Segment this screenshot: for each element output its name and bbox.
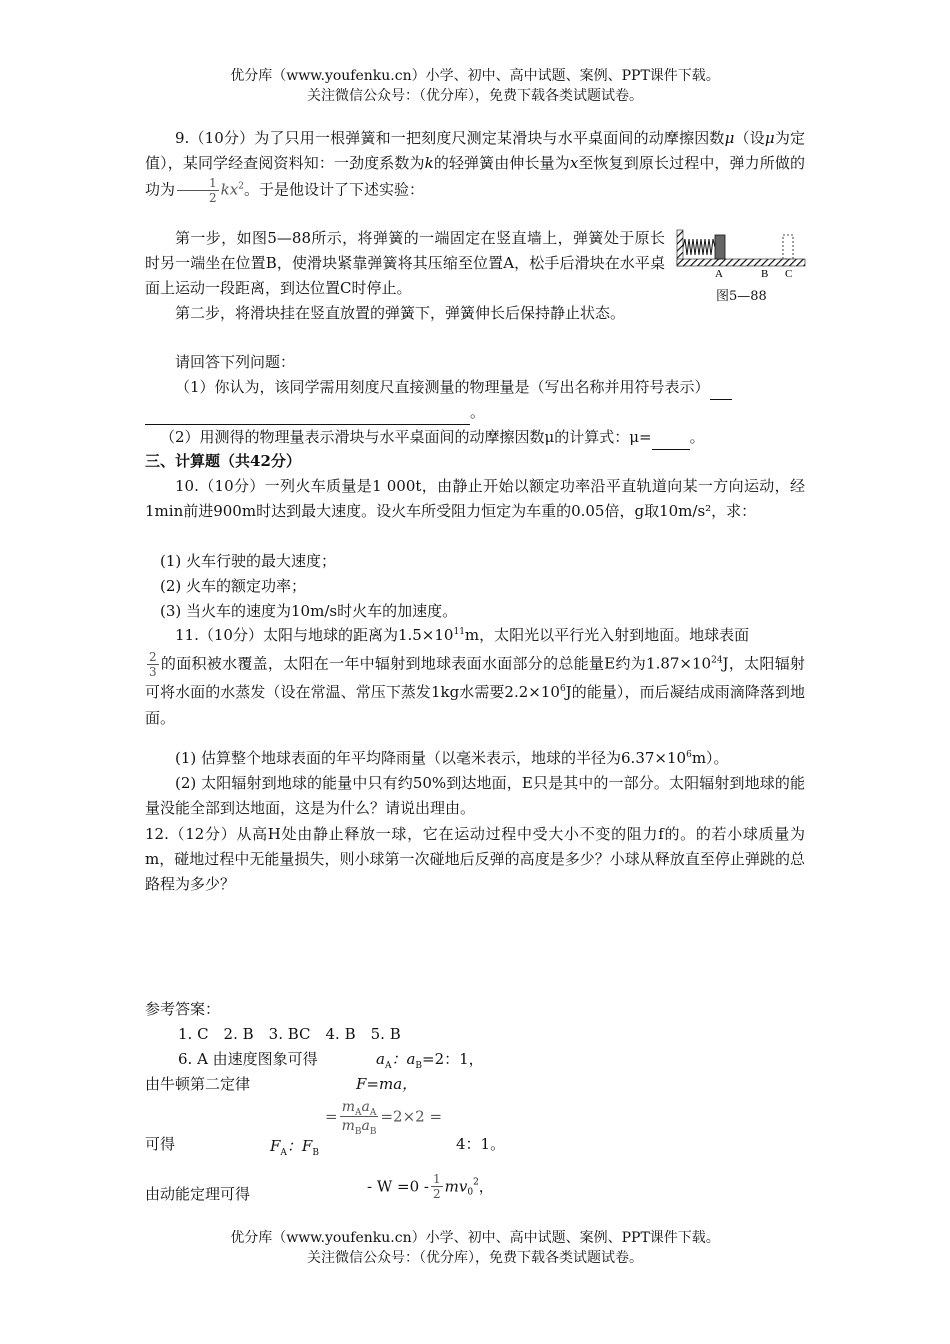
q9-prompt: 请回答下列问题： [175, 353, 296, 371]
q10-item-2: (2) 火车的额定功率； [160, 577, 307, 595]
label-a: A [715, 268, 723, 280]
q9-step1: 第一步，如图5—88所示，将弹簧的一端固定在竖直墙上，弹簧处于原长时另一端坐在位置B，使滑块紧靠弹簧将其压缩至位置A，松手后滑块在水平桌面上运动一段距离，到达位置C时停止。 [145, 229, 665, 297]
footer-line-1: 优分库（www.youfenku.cn）小学、初中、高中试题、案例、PPT课件下载。 [230, 1230, 720, 1246]
answers-row-1: 1. C 2. B 3. BC 4. B 5. B [178, 1025, 401, 1043]
newton-equation: F=ma， [356, 1075, 418, 1093]
spring [683, 239, 715, 255]
label-c: C [785, 268, 793, 280]
q12-text: 12.（12分）从高H处由静止释放一球，它在运动过程中受大小不变的阻力f的。的若小球质量为m，碰地过程中无能量损失，则小球第一次碰地后反弹的高度是多少？小球从释放直至停止弹跳的总路程为多少？ [145, 825, 805, 893]
ratio-result: 4：1。 [456, 1135, 506, 1153]
q9-intro: 9.（10分）为了只用一根弹簧和一把刻度尺测定某滑块与水平桌面间的动摩擦因数μ（设μ为定值），某同学经查阅资料知：一劲度系数为k的轻弹簧由伸长量为x至恢复到原长过程中，弹力所做的功为 $\frac{1}{2}$ $kx^2$。于是他设计了下述实验： [145, 129, 805, 205]
energy-label: 由动能定理可得 [145, 1185, 251, 1203]
q11-text: 11.（10分）太阳与地球的距离为$1.5\times 10^{11}m$，太阳光以平行光入射到地面。地球表面 [175, 626, 750, 644]
figure-caption: 图5—88 [716, 289, 767, 304]
newton-label: 由牛顿第二定律 [145, 1075, 251, 1093]
result-label: 可得 [145, 1135, 176, 1153]
header-line-2: 关注微信公众号：（优分库），免费下载各类试题试卷。 [307, 88, 643, 104]
answer-6-label: 6. A 由速度图象可得 [178, 1050, 318, 1068]
figure-spring-apparatus [673, 226, 811, 282]
force-ratio: $F_A$：$F_B$ [270, 1137, 319, 1158]
slider-block [715, 235, 725, 259]
q11-item-2: (2) 太阳辐射到地球的能量中只有约50%到达地面，E只是其中的一部分。太阳辐射到地球的能量没能全部到达地面，这是为什么？请说出理由。 [145, 774, 805, 817]
q10-item-1: (1) 火车行驶的最大速度； [160, 552, 337, 570]
q9-sub2: （2）用测得的物理量表示滑块与水平桌面间的动摩擦因数μ的计算式：μ= 。 [160, 425, 705, 450]
answer-6-ratio: $a_A$：$a_B=2$：1， [376, 1050, 484, 1071]
mass-fraction: = $\frac{m_Aa_A}{m_Ba_B}$ =2×2 = [325, 1099, 443, 1137]
answers-title: 参考答案： [145, 1000, 221, 1018]
q10-item-3: (3) 当火车的速度为10m/s时火车的加速度。 [160, 602, 458, 620]
q11-text-cont: $\frac{2}{3}$ 的面积被水覆盖，太阳在一年中辐射到地球表面水面部分的总能量E约为$1.87\times 10^{24}J$，太阳辐射可将水面的水蒸发（设在常温、常压下蒸发1kg水需要$2.2\times 10^6J$的能量），而后凝结成雨滴降落到地面。 [145, 650, 806, 727]
half-fraction: $\frac{1}{2}$ [177, 176, 219, 205]
energy-equation: - W =0 - $\frac{1}{2}$ $mv_0^2$， [367, 1172, 494, 1201]
two-thirds-fraction: $\frac{2}{3}$ [149, 650, 157, 679]
q9-sub1-answer-blank[interactable]: 。 [145, 400, 485, 425]
q11-item-1: (1) 估算整个地球表面的年平均降雨量（以毫米表示，地球的半径为$6.37\times 10^6m$）。 [175, 749, 729, 767]
header-line-1: 优分库（www.youfenku.cn）小学、初中、高中试题、案例、PPT课件下载。 [230, 68, 720, 84]
q9-sub2-answer-blank[interactable] [652, 425, 690, 450]
table [677, 259, 805, 266]
section-title: 三、计算题（共42分） [145, 452, 301, 470]
q10-text: 10.（10分）一列火车质量是1 000t，由静止开始以额定功率沿平直轨道向某一方向运动，经1min前进900m时达到最大速度。设火车所受阻力恒定为车重的0.05倍，g取10m/s²，求： [145, 477, 805, 520]
slider-end-position [783, 235, 793, 259]
q9-sub1: （1）你认为，该同学需用刻度尺直接测量的物理量是（写出名称并用符号表示） [175, 375, 732, 400]
footer-line-2: 关注微信公众号：（优分库），免费下载各类试题试卷。 [307, 1250, 643, 1266]
q9-step2: 第二步，将滑块挂在竖直放置的弹簧下，弹簧伸长后保持静止状态。 [175, 304, 626, 322]
label-b: B [761, 268, 769, 280]
